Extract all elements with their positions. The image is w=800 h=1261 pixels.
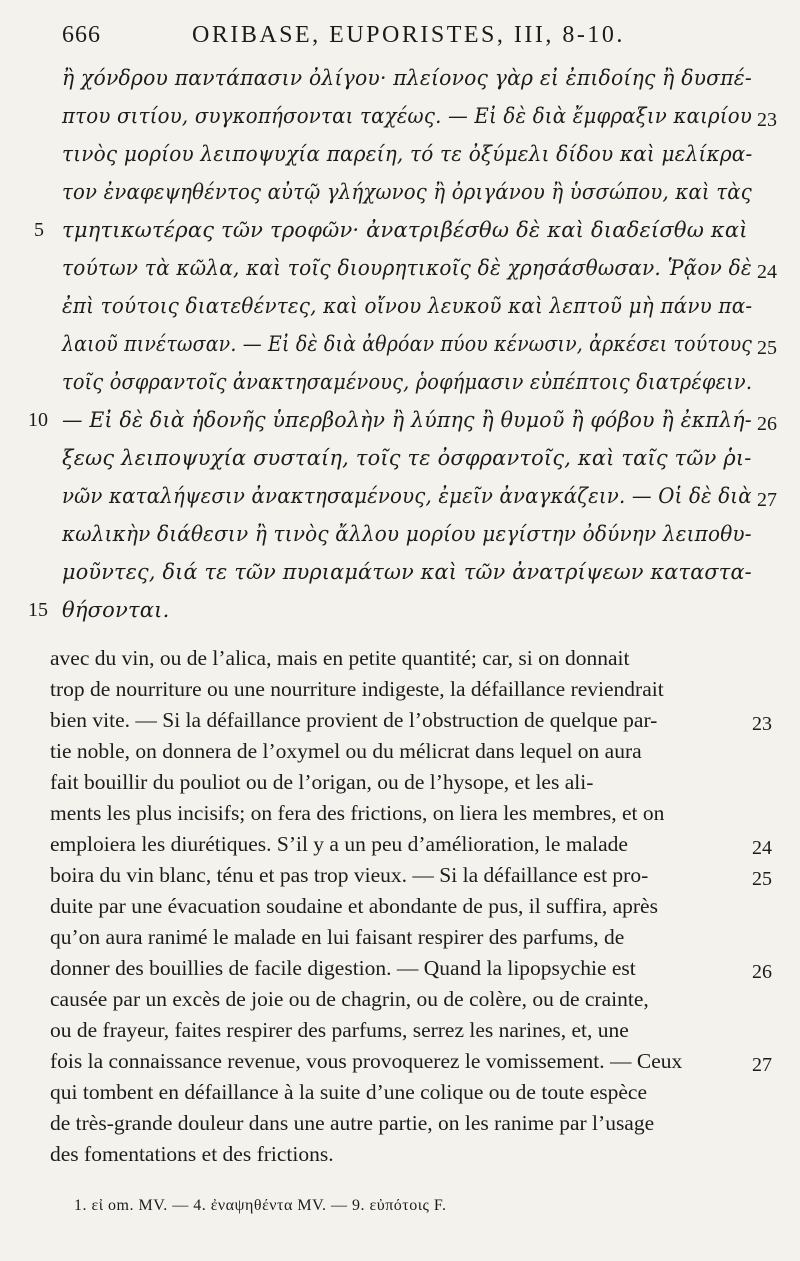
greek-line-number: 5 [34,219,44,241]
greek-line-number: 10 [28,409,48,431]
greek-section-number: 27 [757,489,777,511]
french-line: de très-grande douleur dans une autre partie, on les ranime par l’usage [50,1111,655,1135]
french-section-number: 24 [752,837,772,859]
greek-line: τούτων τὰ κῶλα, καὶ τοῖς διουρητικοῖς δὲ χρησάσθωσαν. Ῥᾷον δὲ [62,256,752,280]
greek-section-number: 26 [757,413,777,435]
greek-line-number: 15 [28,599,48,621]
french-line: boira du vin blanc, ténu et pas trop vieux. — Si la défaillance est pro- [50,863,649,887]
french-line: ments les plus incisifs; on fera des frictions, on liera les membres, et on [50,801,665,825]
greek-line: πτου σιτίου, συγκοπήσονται ταχέως. — Εἰ δὲ διὰ ἔμφραξιν καιρίου [62,104,753,128]
french-line: causée par un excès de joie ou de chagrin, ou de colère, ou de crainte, [50,987,649,1011]
page-header [62,22,742,56]
french-line: fait bouillir du pouliot ou de l’origan, ou de l’hysope, et les ali- [50,770,594,794]
french-line: bien vite. — Si la défaillance provient de l’obstruction de quelque par- [50,708,658,732]
greek-section-number: 23 [757,109,777,131]
french-line: duite par une évacuation soudaine et abondante de pus, il suffira, après [50,894,658,918]
greek-line: κωλικὴν διάθεσιν ἢ τινὸς ἄλλου μορίου μεγίστην ὀδύνην λειποθυ- [62,522,752,546]
page-number: 666 [62,22,101,48]
french-line: qu’on aura ranimé le malade en lui faisant respirer des parfums, de [50,925,625,949]
greek-line: νῶν καταλήψεσιν ἀνακτησαμένους, ἐμεῖν ἀναγκάζειν. — Οἱ δὲ διὰ [62,484,752,508]
greek-line: τοῖς ὀσφραντοῖς ἀνακτησαμένους, ῥοφήμασιν εὐπέπτοις διατρέφειν. [62,370,753,394]
greek-line: ἢ χόνδρου παντάπασιν ὀλίγου· πλείονος γὰρ εἰ ἐπιδοίης ἢ δυσπέ- [62,66,752,90]
greek-line: θήσονται. [62,598,170,622]
greek-line: ἐπὶ τούτοις διατεθέντες, καὶ οἴνου λευκοῦ καὶ λεπτοῦ μὴ πάνυ πα- [62,294,753,318]
french-line: ou de frayeur, faites respirer des parfums, serrez les narines, et, une [50,1018,629,1042]
french-line: emploiera les diurétiques. S’il y a un peu d’amélioration, le malade [50,832,628,856]
french-section-number: 25 [752,868,772,890]
greek-line: — Εἰ δὲ διὰ ἡδονῆς ὑπερβολὴν ἢ λύπης ἢ θυμοῦ ἢ φόβου ἢ ἐκπλή- [62,408,752,432]
greek-line: μοῦντες, διά τε τῶν πυριαμάτων καὶ τῶν ἀνατρίψεων καταστα- [62,560,752,584]
french-line: avec du vin, ou de l’alica, mais en petite quantité; car, si on donnait [50,646,630,670]
footnotes: 1. εἰ om. MV. — 4. ἐναψηθέντα MV. — 9. εὐπότοις F. [74,1197,447,1214]
greek-line: τινὸς μορίου λειποψυχία παρείη, τό τε ὀξύμελι δίδου καὶ μελίκρα- [62,142,753,166]
french-line: trop de nourriture ou une nourriture indigeste, la défaillance reviendrait [50,677,664,701]
french-line: fois la connaissance revenue, vous provoquerez le vomissement. — Ceux [50,1049,683,1073]
french-line: tie noble, on donnera de l’oxymel ou du mélicrat dans lequel on aura [50,739,642,763]
greek-line: τον ἐναφεψηθέντος αὐτῷ γλήχωνος ἢ ὀριγάνου ἢ ὑσσώπου, καὶ τὰς [62,180,752,204]
greek-section-number: 25 [757,337,777,359]
greek-line: ξεως λειποψυχία συσταίη, τοῖς τε ὀσφραντοῖς, καὶ ταῖς τῶν ῥι- [62,446,752,470]
french-line: des fomentations et des frictions. [50,1142,334,1166]
french-section-number: 26 [752,961,772,983]
greek-line: λαιοῦ πινέτωσαν. — Εἰ δὲ διὰ ἀθρόαν πύου κένωσιν, ἀρκέσει τούτους [62,332,753,356]
french-section-number: 23 [752,713,772,735]
french-section-number: 27 [752,1054,772,1076]
french-line: qui tombent en défaillance à la suite d’une colique ou de toute espèce [50,1080,647,1104]
running-head: ORIBASE, EUPORISTES, III, 8-10. [192,22,625,48]
greek-line: τμητικωτέρας τῶν τροφῶν· ἀνατριβέσθω δὲ καὶ διαδείσθω καὶ [62,218,748,242]
french-line: donner des bouillies de facile digestion. — Quand la lipopsychie est [50,956,636,980]
greek-section-number: 24 [757,261,777,283]
